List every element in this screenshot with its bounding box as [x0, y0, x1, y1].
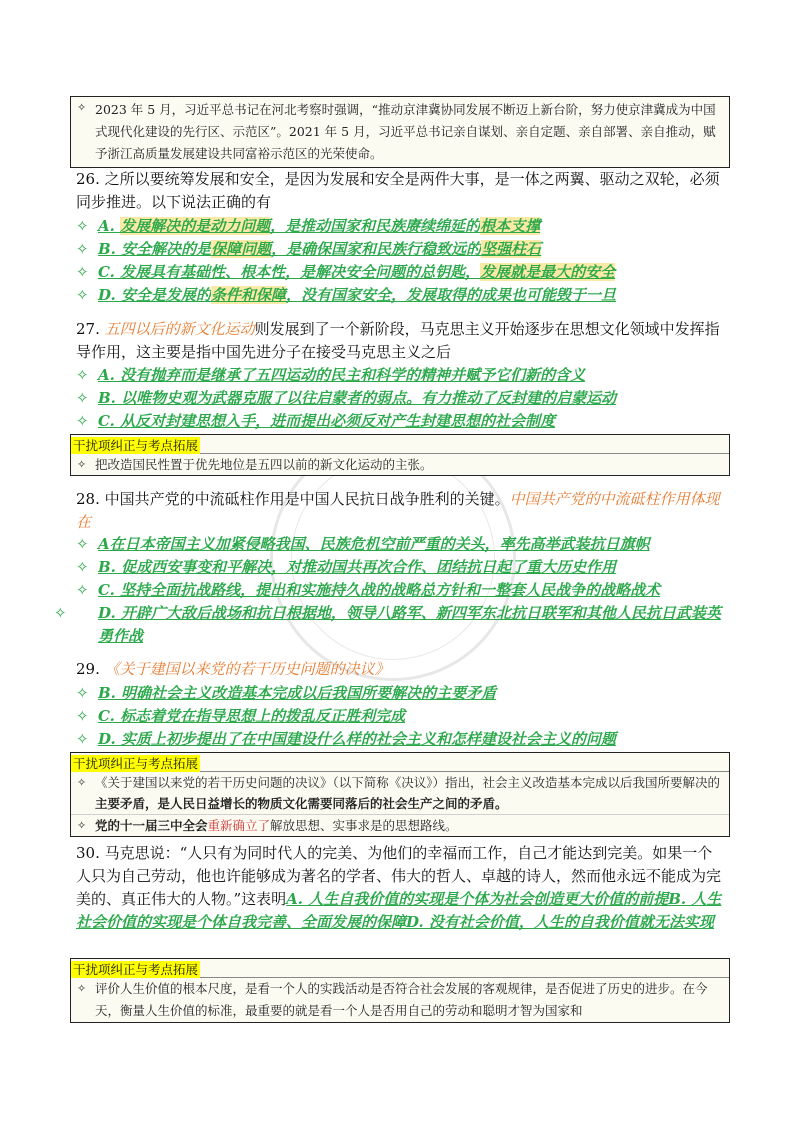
q28-option-d: ✧ D. 开辟广大敌后战场和抗日根据地，领导八路军、新四军东北抗日联军和其他人民抗日武装英勇作战 [54, 604, 721, 645]
note-row: ✧ 把改造国民性置于优先地位是五四以前的新文化运动的主张。 [71, 454, 729, 475]
diamond-icon: ✧ [76, 263, 89, 281]
box-header: 干扰项纠正与考点拓展 [73, 438, 199, 453]
q27-option-a: ✧ A. 没有抛弃而是继承了五四运动的民主和科学的精神并赋予它们新的含义 [76, 364, 726, 387]
diamond-icon: ✧ [76, 217, 89, 235]
note-row [71, 97, 729, 167]
box-header: 干扰项纠正与考点拓展 [73, 962, 199, 977]
top-note-box [70, 96, 730, 168]
diamond-icon: ✧ [76, 730, 89, 748]
box-header: 干扰项纠正与考点拓展 [73, 756, 199, 771]
q27-option-b: ✧ B. 以唯物史观为武器克服了以往启蒙者的弱点。有力推动了反封建的启蒙运动 [76, 387, 726, 410]
diamond-icon: ✧ [76, 581, 89, 599]
q26-option-c: ✧ C. 发展具有基础性、根本性，是解决安全问题的总钥匙，发展就是最大的安全 [76, 261, 726, 284]
q29-option-c: ✧ C. 标志着党在指导思想上的拨乱反正胜利完成 [76, 705, 726, 728]
bullet-icon: ✧ [77, 819, 87, 832]
note-text: 2023 年 5 月，习近平总书记在河北考察时强调，“推动京津冀协同发展不断迈上新台阶，努力使京津冀成为中国式现代化建设的先行区、示范区”。2021 年 5 月，习近平总书记亲自谋划、亲自定题、亲自部署、亲自推动，赋予浙江高质量发展建设共同富裕示范区的光荣使命。 [95, 102, 716, 161]
diamond-icon: ✧ [76, 412, 89, 430]
q26-option-a: ✧ A. 发展解决的是动力问题，是推动国家和民族赓续绵延的根本支撑 [76, 215, 726, 238]
note-row: ✧ 党的十一届三中全会重新确立了解放思想、实事求是的思想路线。 [71, 814, 729, 836]
bullet-icon: ✧ [77, 982, 87, 995]
question-29-stem: 29. 《关于建国以来党的若干历史问题的决议》 [76, 660, 390, 678]
q27-option-c: ✧ C. 从反对封建思想入手，进而提出必须反对产生封建思想的社会制度 [76, 410, 726, 433]
diamond-icon: ✧ [76, 389, 89, 407]
q28-option-a: ✧ A在日本帝国主义加紧侵略我国、民族危机空前严重的关头，率先高举武装抗日旗帜 [76, 533, 726, 556]
bullet-icon: ✧ [77, 776, 87, 789]
q29-option-d: ✧ D. 实质上初步提出了在中国建设什么样的社会主义和怎样建设社会主义的问题 [76, 728, 726, 751]
diamond-icon: ✧ [76, 240, 89, 258]
diamond-icon: ✧ [76, 366, 89, 384]
diamond-icon: ✧ [76, 707, 89, 725]
q26-option-b: ✧ B. 安全解决的是保障问题，是确保国家和民族行稳致远的坚强柱石 [76, 238, 726, 261]
diamond-icon: ✧ [76, 684, 89, 702]
q29-option-b: ✧ B. 明确社会主义改造基本完成以后我国所要解决的主要矛盾 [76, 682, 726, 705]
q28-option-c: ✧ C. 坚持全面抗战路线，提出和实施持久战的战略总方针和一整套人民战争的战略战术 [76, 579, 726, 602]
note-row: ✧ 评价人生价值的根本尺度，是看一个人的实践活动是否符合社会发展的客观规律，是否促进了历史的进步。在今天，衡量人生价值的标准，最重要的就是看一个人是否用自己的劳动和聪明才智为国家和 [71, 978, 729, 1022]
q30-extension-box [70, 958, 730, 1023]
diamond-icon: ✧ [76, 535, 89, 553]
question-30-stem: 30. 马克思说：“人只有为同时代人的完美、为他们的幸福而工作，自己才能达到完美。如果一个人只为自己劳动，他也许能够成为著名的学者、伟大的哲人、卓越的诗人，然而他永远不能成为完美的、真正伟大的人物。”这表明A. 人生自我价值的实现是个体为社会创造更大价值的前提B. 人生社会价值的实现是个体自我完善、全面发展的保障D. 没有社会价值，人生的自我价值就无法实现 [76, 844, 722, 931]
bullet-icon: ✧ [77, 458, 87, 471]
q28-option-b: ✧ B. 促成西安事变和平解决，对推动国共再次合作、团结抗日起了重大历史作用 [76, 556, 726, 579]
question-26-stem: 26. 之所以要统筹发展和安全，是因为发展和安全是两件大事，是一体之两翼、驱动之双轮，必须同步推进。以下说法正确的有 [76, 170, 720, 211]
diamond-icon: ✧ [76, 286, 89, 304]
diamond-icon: ✧ [76, 558, 89, 576]
note-row: ✧ 《关于建国以来党的若干历史问题的决议》（以下简称《决议》）指出，社会主义改造基本完成以后我国所要解决的主要矛盾，是人民日益增长的物质文化需要同落后的社会生产之间的矛盾。 [71, 772, 729, 814]
q29-extension-box [70, 752, 730, 837]
q26-option-d: ✧ D. 安全是发展的条件和保障，没有国家安全，发展取得的成果也可能毁于一旦 [76, 284, 726, 307]
bullet-icon: ✧ [77, 101, 87, 114]
diamond-icon: ✧ [54, 604, 67, 622]
question-28-stem: 28. 中国共产党的中流砥柱作用是中国人民抗日战争胜利的关键。中国共产党的中流砥柱作用体现在 [76, 490, 720, 531]
question-27-stem: 27. 五四以后的新文化运动则发展到了一个新阶段，马克思主义开始逐步在思想文化领域中发挥指导作用，这主要是指中国先进分子在接受马克思主义之后 [76, 320, 720, 361]
q27-extension-box [70, 434, 730, 476]
